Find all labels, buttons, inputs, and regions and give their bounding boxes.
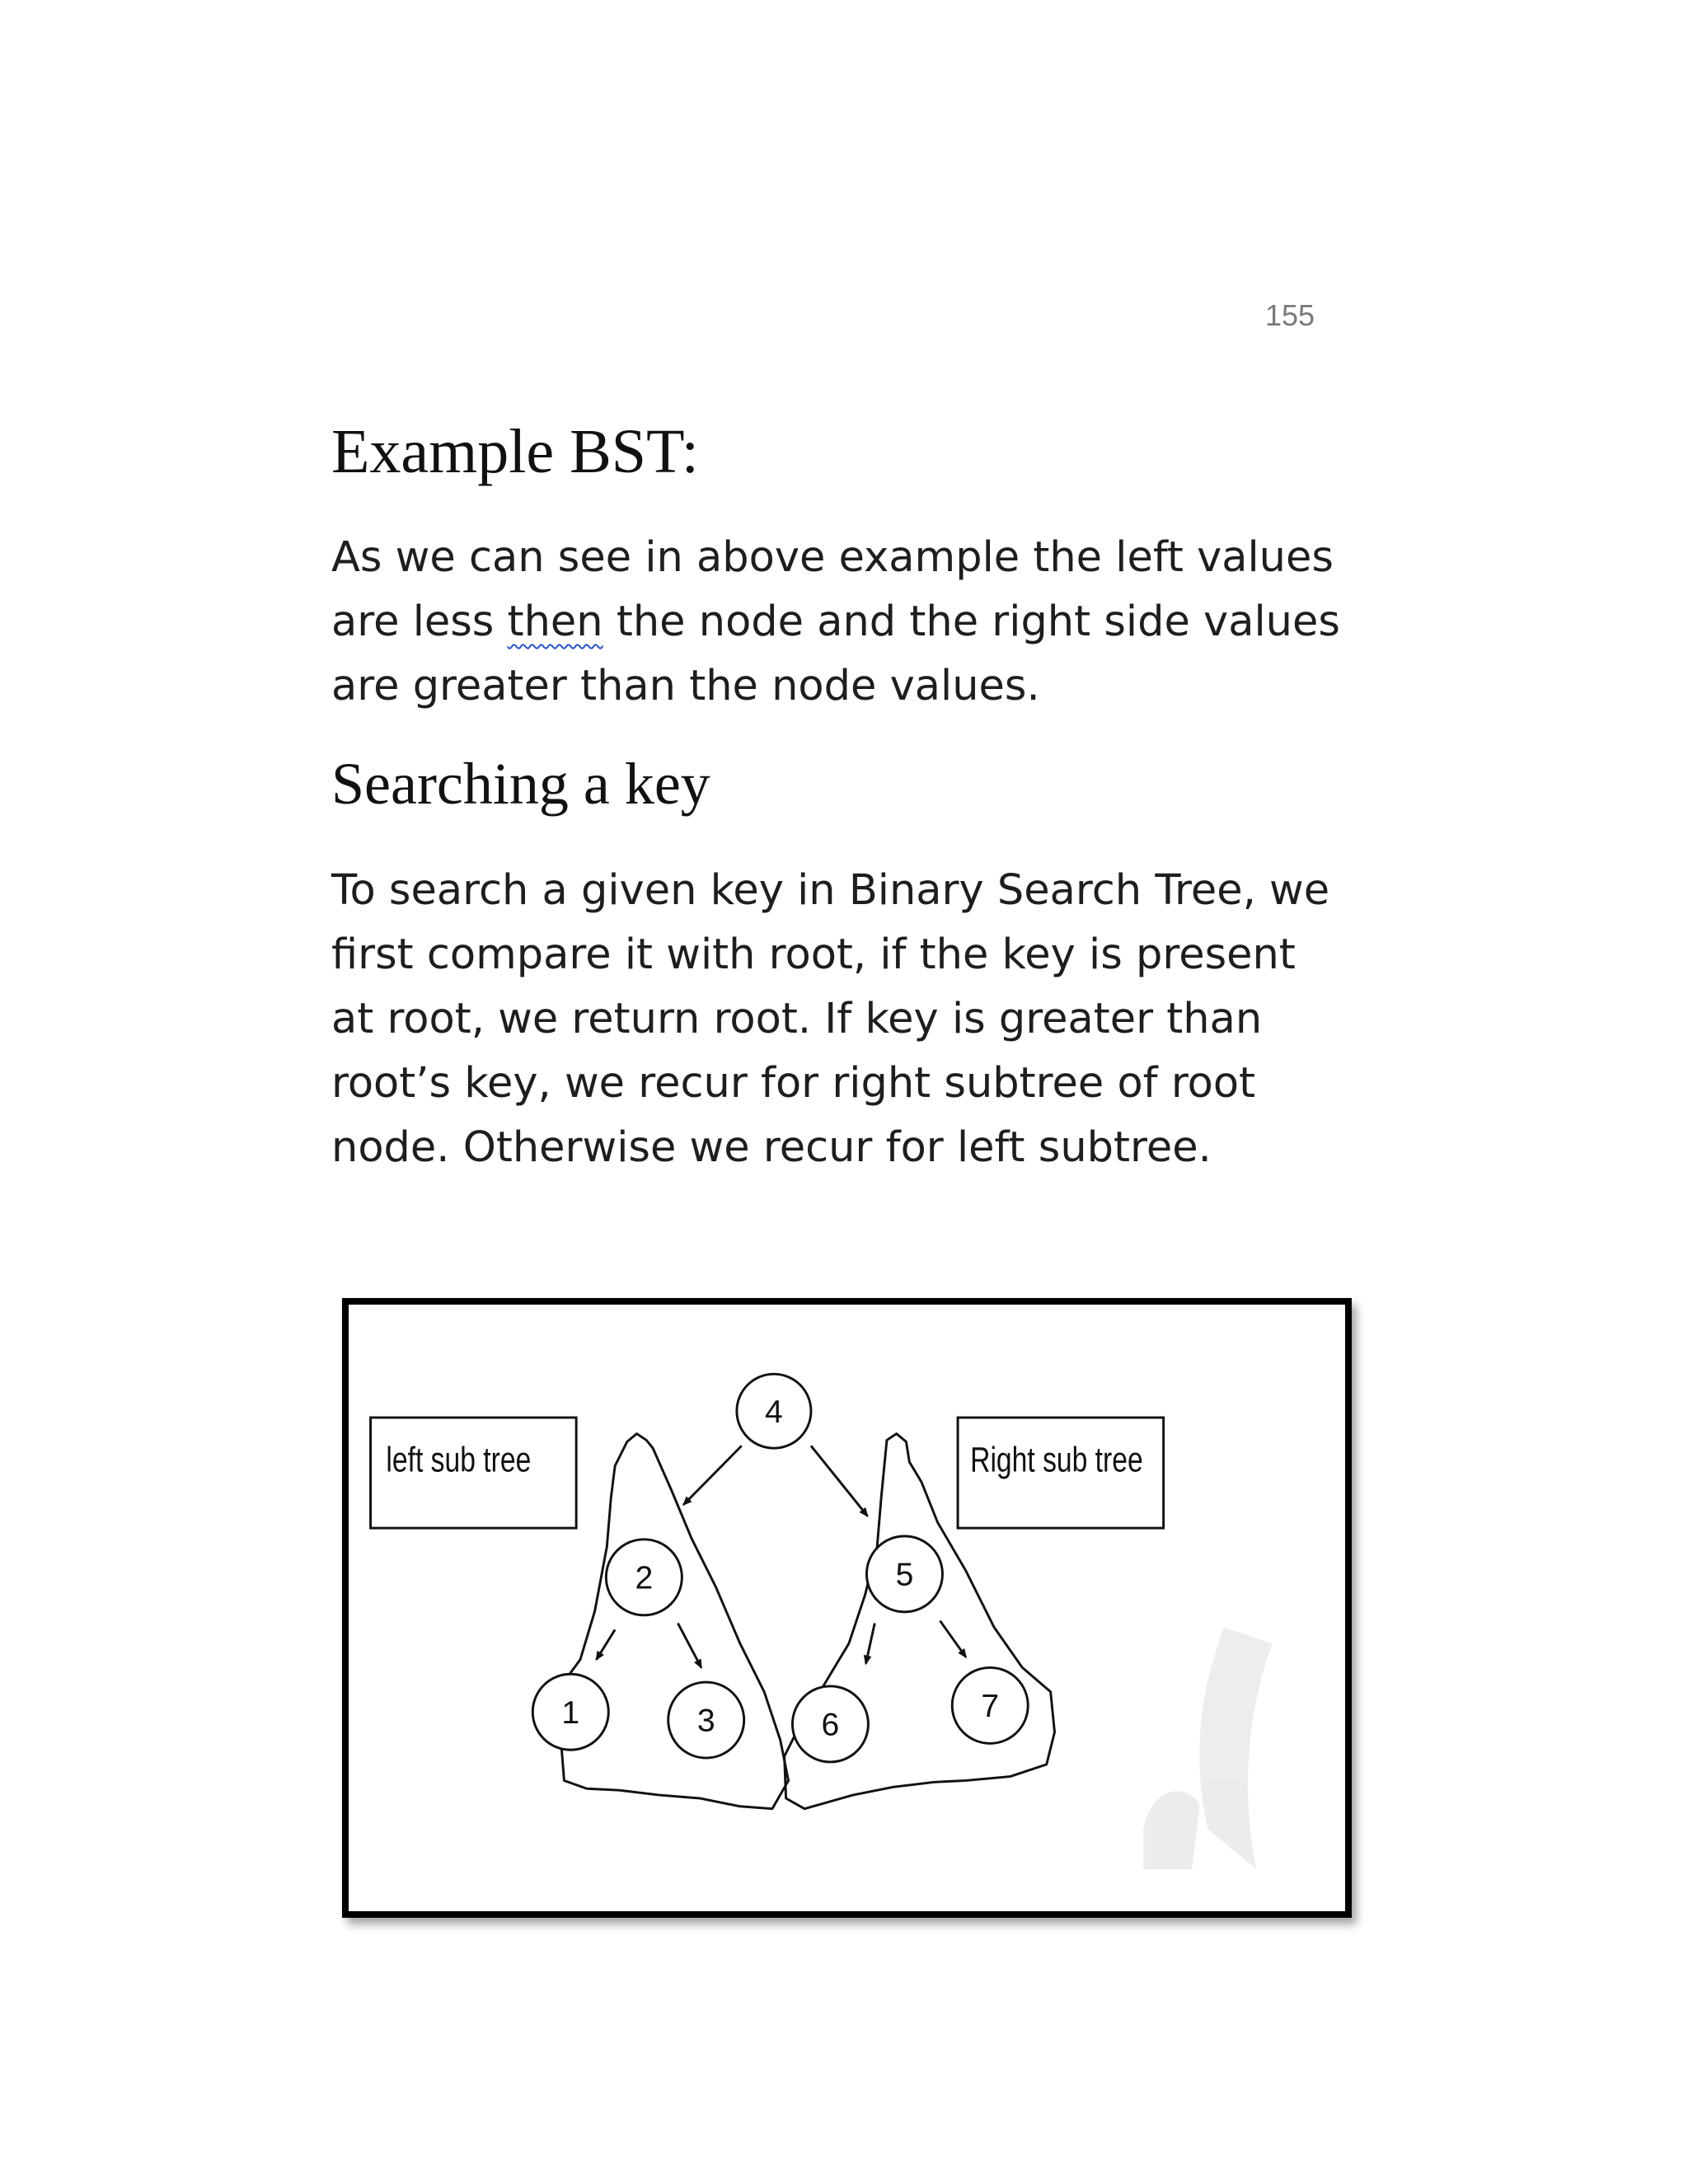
edge-4-to-2 [683, 1446, 741, 1504]
node-value: 1 [561, 1694, 580, 1731]
paragraph-line: root’s key, we recur for right subtree of root [331, 1059, 1256, 1108]
bst-diagram-figure [342, 1298, 1352, 1918]
tree-node-right [866, 1536, 942, 1612]
paragraph-text: are less [331, 598, 508, 646]
watermark-shape [1143, 1627, 1273, 1869]
tree-node-left-right [668, 1682, 744, 1758]
edge-4-to-5 [811, 1446, 868, 1516]
tree-node-right-right [952, 1667, 1028, 1743]
edge-2-to-1 [597, 1629, 616, 1659]
bst-diagram [349, 1305, 1345, 1911]
section-heading-example-bst: Example BST: [331, 417, 699, 486]
node-value: 5 [895, 1557, 914, 1593]
node-value: 7 [981, 1689, 1000, 1725]
section-heading-searching-a-key: Searching a key [331, 751, 710, 817]
paragraph-line: As we can see in above example the left values [331, 533, 1334, 582]
paragraph-text: the node and the right side values [603, 598, 1340, 646]
paragraph-line: node. Otherwise we recur for left subtree. [331, 1123, 1212, 1172]
paragraph-searching-a-key [331, 859, 1370, 1180]
edge-2-to-3 [678, 1624, 701, 1668]
tree-node-root [737, 1374, 811, 1448]
paragraph-example-bst [331, 526, 1370, 719]
node-value: 4 [765, 1394, 783, 1430]
page-number: 155 [1265, 298, 1315, 332]
node-value: 2 [635, 1560, 654, 1596]
edge-5-to-6 [866, 1624, 875, 1664]
paragraph-line [331, 590, 1370, 654]
node-value: 3 [696, 1703, 715, 1739]
left-subtree-label: left sub tree [386, 1440, 532, 1480]
paragraph-line: at root, we return root. If key is greater than [331, 995, 1263, 1043]
tree-node-right-left [792, 1686, 868, 1762]
tree-node-left-left [532, 1674, 608, 1750]
spellcheck-word: then [507, 598, 603, 646]
paragraph-line: To search a given key in Binary Search Tree, we [331, 866, 1330, 915]
paragraph-line: first compare it with root, if the key is present [331, 930, 1296, 979]
left-subtree-outline [561, 1434, 789, 1809]
tree-node-left [606, 1540, 682, 1615]
edge-5-to-7 [940, 1621, 966, 1657]
paragraph-line: are greater than the node values. [331, 662, 1040, 710]
right-subtree-label: Right sub tree [970, 1440, 1143, 1480]
node-value: 6 [821, 1707, 840, 1743]
